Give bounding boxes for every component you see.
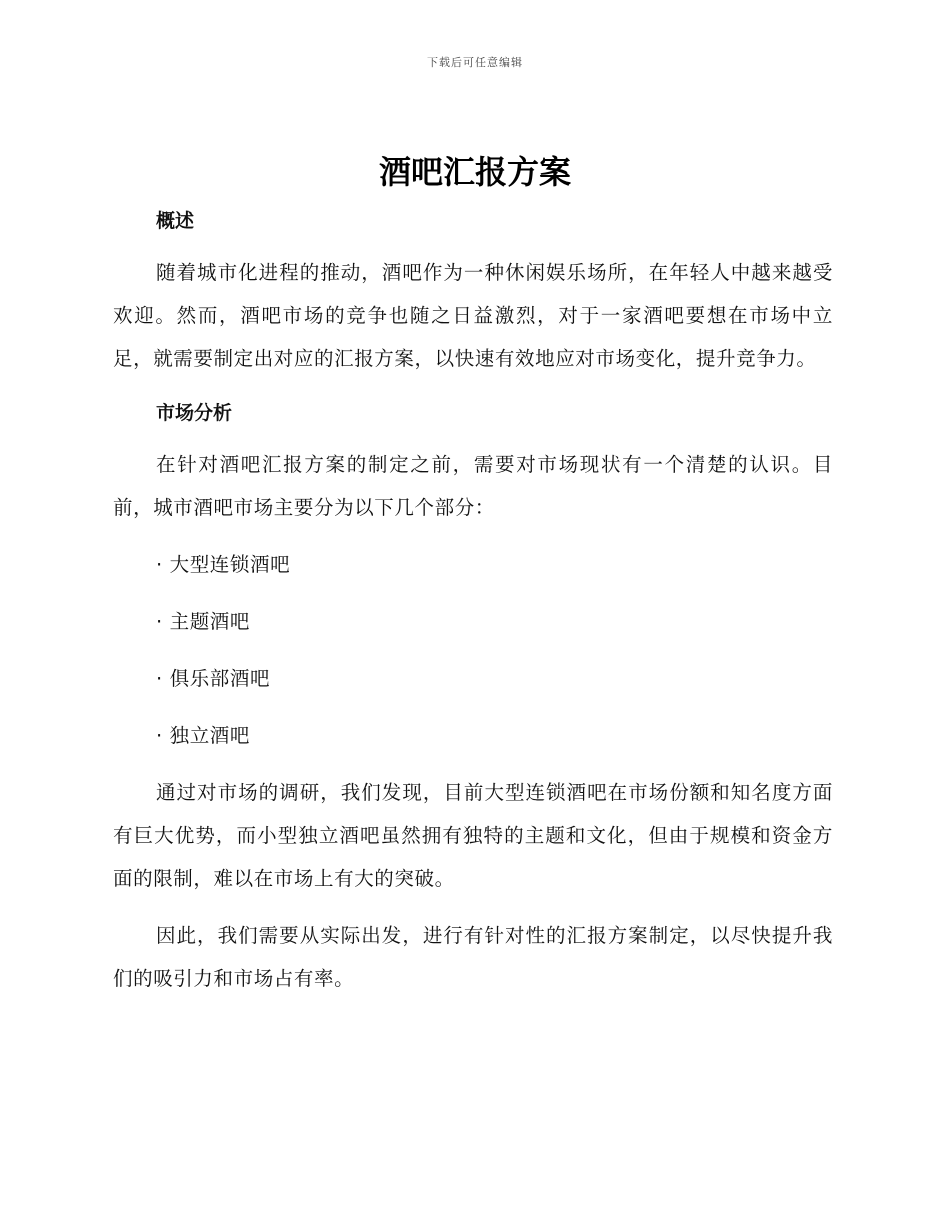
market-intro-paragraph: 在针对酒吧汇报方案的制定之前，需要对市场现状有一个清楚的认识。目前，城市酒吧市场主要分为以下几个部分： (113, 453, 833, 519)
list-item: · 大型连锁酒吧 (156, 553, 291, 576)
section-heading-overview: 概述 (156, 210, 195, 232)
list-item: · 俱乐部酒吧 (156, 667, 271, 690)
document-title: 酒吧汇报方案 (378, 153, 571, 191)
document-body (113, 204, 833, 1000)
market-finding-paragraph: 通过对市场的调研，我们发现，目前大型连锁酒吧在市场份额和知名度方面有巨大优势，而小型独立酒吧虽然拥有独特的主题和文化，但由于规模和资金方面的限制，难以在市场上有大的突破。 (113, 781, 833, 890)
header-note: 下载后可任意编辑 (427, 56, 523, 69)
market-conclusion-paragraph: 因此，我们需要从实际出发，进行有针对性的汇报方案制定，以尽快提升我们的吸引力和市场占有率。 (113, 924, 833, 990)
overview-paragraph: 随着城市化进程的推动，酒吧作为一种休闲娱乐场所，在年轻人中越来越受欢迎。然而，酒吧市场的竞争也随之日益激烈，对于一家酒吧要想在市场中立足，就需要制定出对应的汇报方案，以快速有效地应对市场变化，提升竞争力。 (113, 261, 833, 370)
list-item: · 主题酒吧 (156, 610, 250, 633)
list-item: · 独立酒吧 (156, 724, 250, 747)
section-heading-market: 市场分析 (156, 402, 233, 424)
